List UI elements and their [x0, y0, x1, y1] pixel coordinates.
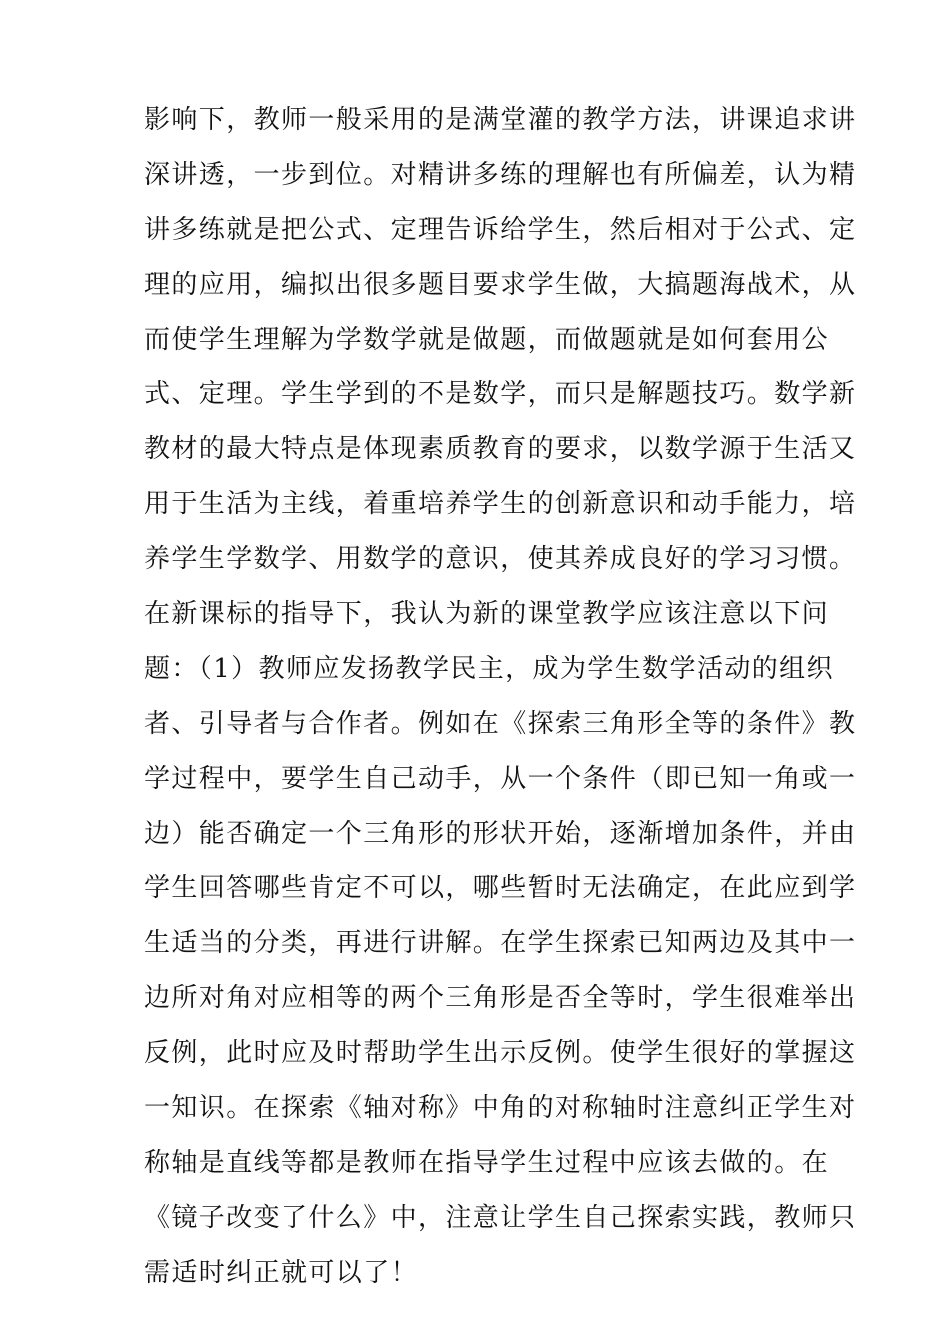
text-line: 边所对角对应相等的两个三角形是否全等时，学生很难举出	[144, 983, 857, 1014]
text-line: 生适当的分类，再进行讲解。在学生探索已知两边及其中一	[144, 928, 857, 959]
text-line: 边）能否确定一个三角形的形状开始，逐渐增加条件，并由	[144, 818, 857, 849]
text-line: 学生回答哪些肯定不可以，哪些暂时无法确定，在此应到学	[144, 873, 857, 904]
text-line: 需适时纠正就可以了！	[144, 1257, 419, 1288]
text-line: 反例，此时应及时帮助学生出示反例。使学生很好的掌握这	[144, 1038, 857, 1069]
body-paragraph	[144, 93, 857, 1301]
text-line: 用于生活为主线，着重培养学生的创新意识和动手能力，培	[144, 489, 857, 520]
text-line: 称轴是直线等都是教师在指导学生过程中应该去做的。在	[144, 1147, 830, 1178]
text-line: 题：（1）教师应发扬教学民主，成为学生数学活动的组织	[144, 653, 834, 684]
text-line: 理的应用，编拟出很多题目要求学生做，大搞题海战术，从	[144, 269, 857, 300]
text-line: 而使学生理解为学数学就是做题，而做题就是如何套用公	[144, 324, 830, 355]
text-line: 《镜子改变了什么》中，注意让学生自己探索实践，教师只	[144, 1202, 857, 1233]
text-line: 在新课标的指导下，我认为新的课堂教学应该注意以下问	[144, 599, 830, 630]
text-line: 影响下，教师一般采用的是满堂灌的教学方法，讲课追求讲	[144, 105, 857, 135]
text-line: 讲多练就是把公式、定理告诉给学生，然后相对于公式、定	[144, 214, 857, 245]
text-line: 式、定理。学生学到的不是数学，而只是解题技巧。数学新	[144, 379, 857, 410]
text-line: 教材的最大特点是体现素质教育的要求，以数学源于生活又	[144, 434, 857, 465]
text-line: 学过程中，要学生自己动手，从一个条件（即已知一角或一	[144, 763, 857, 794]
text-line: 养学生学数学、用数学的意识，使其养成良好的学习习惯。	[144, 544, 857, 575]
text-line: 深讲透，一步到位。对精讲多练的理解也有所偏差，认为精	[144, 159, 857, 190]
text-line: 者、引导者与合作者。例如在《探索三角形全等的条件》教	[144, 708, 857, 739]
text-line: 一知识。在探索《轴对称》中角的对称轴时注意纠正学生对	[144, 1093, 857, 1124]
